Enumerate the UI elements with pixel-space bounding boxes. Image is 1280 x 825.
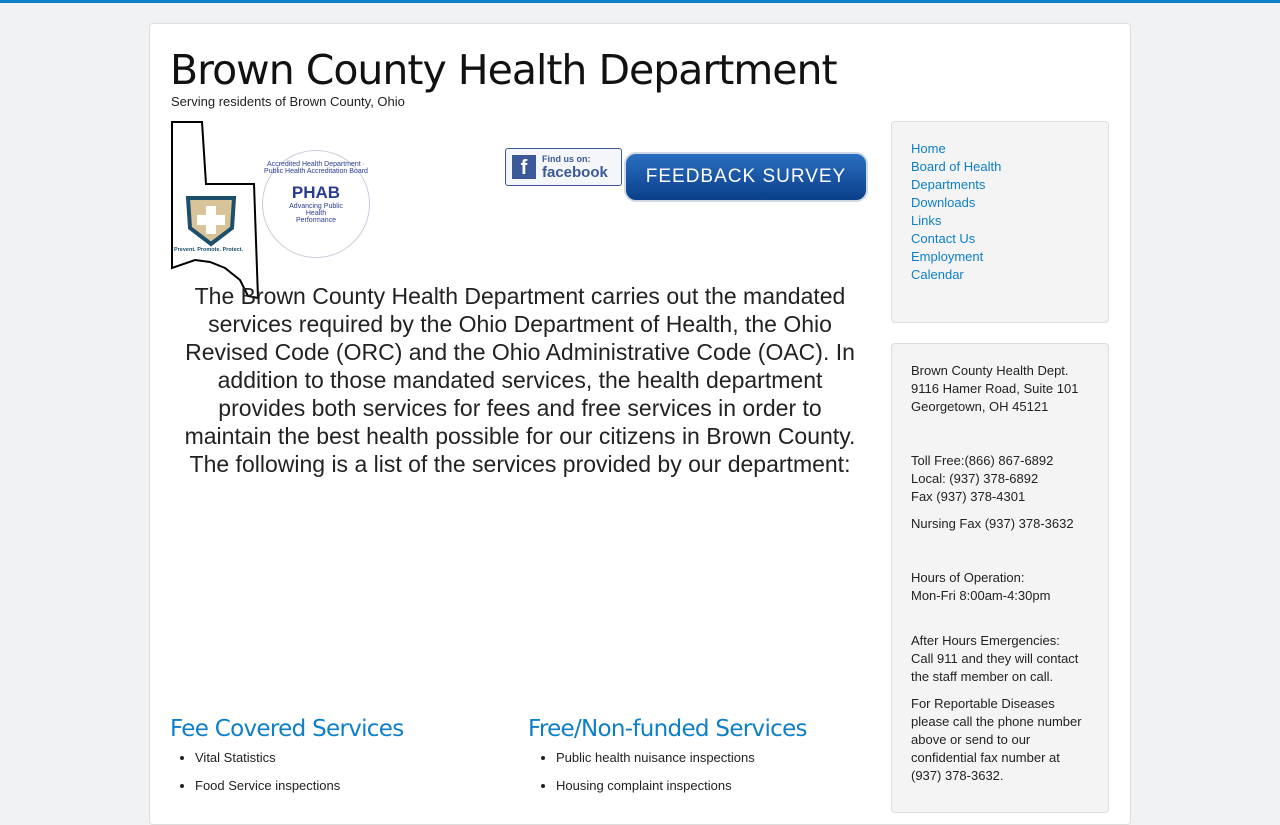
fee-services-heading: Fee Covered Services xyxy=(170,716,404,742)
hours: Mon-Fri 8:00am-4:30pm xyxy=(911,588,1051,603)
contact-box xyxy=(891,343,1109,813)
fee-services-list xyxy=(170,750,340,806)
nav-menu xyxy=(891,121,1109,323)
after-hours-label: After Hours Emergencies: xyxy=(911,633,1060,648)
feedback-survey-button[interactable]: FEEDBACK SURVEY xyxy=(624,152,868,202)
hours-label: Hours of Operation: xyxy=(911,570,1025,585)
nav-downloads[interactable]: Downloads xyxy=(911,195,976,210)
facebook-icon: f xyxy=(512,155,536,179)
free-services-list xyxy=(531,750,755,806)
intro-text: The Brown County Health Department carries out the mandated services required by the Ohio Department of Health, the Ohio Revised Code (ORC) and the Ohio Administrative Code (OAC). In addition to those mandated services, the health department provides both services for fees and free services in order to maintain the best health possible for our citizens in Brown County. The following is a list of the services provided by our department: xyxy=(184,283,856,477)
after-hours-text: Call 911 and they will contact the staff member on call. xyxy=(911,651,1079,684)
nav-board-of-health[interactable]: Board of Health xyxy=(911,159,1002,174)
reportable-diseases: For Reportable Diseases please call the phone number above or send to our confidential fax number at (937) 378-3632. xyxy=(911,696,1082,783)
page-container xyxy=(149,23,1131,825)
list-item: • Vital Statistics xyxy=(195,750,340,765)
address-line: Georgetown, OH 45121 xyxy=(911,399,1049,414)
site-subtitle: Serving residents of Brown County, Ohio xyxy=(171,94,405,109)
facebook-link[interactable]: f Find us on: facebook xyxy=(505,148,622,186)
phab-logo: Accredited Health Department · Public Health Accreditation Board PHAB Advancing Public Health Performance xyxy=(262,150,370,258)
list-item: • Housing complaint inspections xyxy=(556,778,755,793)
nav-departments[interactable]: Departments xyxy=(911,177,986,192)
toll-free: Toll Free:(866) 867-6892 xyxy=(911,453,1054,468)
svg-text:Prevent. Promote. Protect.: Prevent. Promote. Protect. xyxy=(174,247,244,253)
list-item: • Food Service inspections xyxy=(195,778,340,793)
free-services-heading: Free/Non-funded Services xyxy=(528,716,807,742)
nav-links[interactable]: Links xyxy=(911,213,942,228)
nav-contact-us[interactable]: Contact Us xyxy=(911,231,976,246)
nav-home[interactable]: Home xyxy=(911,141,946,156)
address-line: Brown County Health Dept. xyxy=(911,363,1069,378)
nav-calendar[interactable]: Calendar xyxy=(911,267,964,282)
address-line: 9116 Hamer Road, Suite 101 xyxy=(911,381,1079,396)
local-phone: Local: (937) 378-6892 xyxy=(911,471,1039,486)
site-title[interactable]: Brown County Health Department xyxy=(170,46,837,94)
brown-county-logo xyxy=(170,120,260,300)
nursing-fax: Nursing Fax (937) 378-3632 xyxy=(911,516,1074,531)
fax: Fax (937) 378-4301 xyxy=(911,489,1026,504)
list-item: • Public health nuisance inspections xyxy=(556,750,755,765)
nav-employment[interactable]: Employment xyxy=(911,249,984,264)
